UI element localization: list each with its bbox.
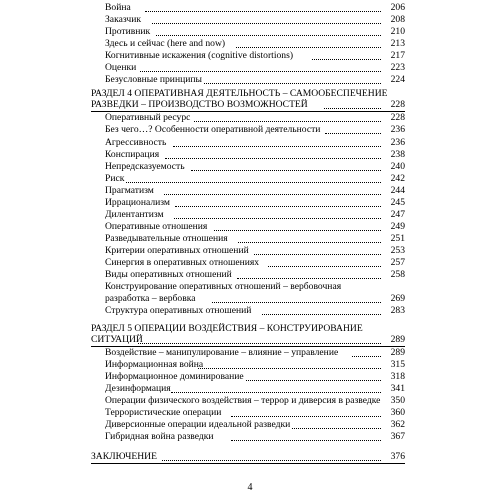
toc-entry-page: 258	[390, 269, 405, 280]
toc-entry-page: 289	[390, 334, 405, 345]
dot-leader	[140, 71, 381, 72]
toc-entry-title: Разведывательные отношения	[105, 233, 228, 244]
dot-leader	[194, 121, 381, 122]
toc-entry-page: 362	[390, 419, 405, 430]
toc-entry-page: 289	[390, 347, 405, 358]
dot-leader	[198, 368, 381, 369]
dot-leader	[212, 302, 381, 303]
toc-entry-title: Оперативные отношения	[105, 221, 208, 232]
toc-entry-page: 360	[390, 407, 405, 418]
toc-entry-title: разработка – вербовка	[105, 293, 196, 304]
toc-entry-title: Структура оперативных отношений	[105, 305, 252, 316]
toc-entry-title: Безусловные принципы	[105, 74, 202, 85]
toc-entry-title: Диверсионные операции идеальной разведки	[105, 419, 291, 430]
dot-leader	[254, 254, 381, 255]
dot-leader	[325, 133, 381, 134]
toc-entry-page: 236	[390, 124, 405, 135]
toc-entry-page: 269	[390, 293, 405, 304]
toc-entry-title: Агрессивность	[105, 137, 167, 148]
dot-leader	[246, 380, 381, 381]
toc-entry-page: 245	[390, 197, 405, 208]
toc-entry-page: 251	[390, 233, 405, 244]
section-heading: РАЗДЕЛ 4 ОПЕРАТИВНАЯ ДЕЯТЕЛЬНОСТЬ – САМООБЕСПЕЧЕНИЕ	[91, 88, 388, 99]
dot-leader	[173, 146, 381, 147]
toc-entry-page: 217	[390, 50, 405, 61]
dot-leader	[312, 59, 381, 60]
toc-entry-page: 206	[390, 2, 405, 13]
toc-entry-title: Когнитивные искажения (cognitive distortions)	[105, 50, 294, 61]
toc-entry-title: Заказчик	[105, 14, 142, 25]
toc-entry-page: 376	[390, 451, 405, 462]
toc-entry-title: Здесь и сейчас (here and now)	[105, 38, 226, 49]
dot-leader	[231, 416, 381, 417]
dot-leader	[175, 206, 381, 207]
toc-entry-title: Оперативный ресурс	[105, 112, 191, 123]
toc-entry-page: 350	[390, 395, 405, 406]
toc-entry-title: Террористические операции	[105, 407, 222, 418]
toc-entry-title: Виды оперативных отношений	[105, 269, 232, 280]
dot-leader	[204, 83, 381, 84]
toc-entry-title: Противник	[105, 26, 151, 37]
conclusion-title: ЗАКЛЮЧЕНИЕ	[91, 451, 157, 462]
dot-leader	[164, 194, 381, 195]
dot-leader	[236, 47, 381, 48]
toc-entry-title: Конструирование оперативных отношений – вербовочная	[105, 281, 342, 292]
dot-leader	[262, 314, 381, 315]
dot-leader	[237, 278, 381, 279]
toc-entry-title: Синергия в оперативных отношениях	[105, 257, 260, 268]
toc-entry-title: Непредсказуемость	[105, 161, 185, 172]
toc-entry-page: 210	[390, 26, 405, 37]
toc-entry-page: 228	[390, 112, 405, 123]
page-number: 4	[247, 482, 253, 493]
dot-leader	[156, 35, 381, 36]
dot-leader	[162, 460, 381, 461]
toc-entry-page: 315	[390, 359, 405, 370]
toc-entry-page: 224	[390, 74, 405, 85]
toc-entry-title: Гибридная война разведки	[105, 431, 214, 442]
toc-entry-title: Информационное доминирование	[105, 371, 244, 382]
dot-leader	[238, 242, 381, 243]
toc-entry-title: Без чего…? Особенности оперативной деятельности	[105, 124, 321, 135]
toc-entry-title: Критерии оперативных отношений	[105, 245, 249, 256]
toc-entry-page: 341	[390, 383, 405, 394]
section-rule	[91, 463, 405, 464]
toc-entry-page: 367	[390, 431, 405, 442]
toc-entry-title: Война	[105, 2, 131, 13]
dot-leader	[152, 23, 381, 24]
dot-leader	[231, 440, 381, 441]
toc-entry-title: Прагматизм	[105, 185, 154, 196]
toc-entry-page: 249	[390, 221, 405, 232]
toc-entry-title: Дезинформация	[105, 383, 171, 394]
section-heading: РАЗВЕДКИ – ПРОИЗВОДСТВО ВОЗМОЖНОСТЕЙ	[91, 99, 308, 110]
toc-entry-title: Оценки	[105, 62, 137, 73]
dot-leader	[268, 266, 381, 267]
dot-leader	[145, 11, 381, 12]
dot-leader	[214, 230, 381, 231]
toc-entry-page: 244	[390, 185, 405, 196]
dot-leader	[138, 343, 381, 344]
toc-entry-page: 240	[390, 161, 405, 172]
toc-entry-page: 236	[390, 137, 405, 148]
toc-entry-page: 208	[390, 14, 405, 25]
dot-leader	[165, 158, 381, 159]
dot-leader	[324, 108, 381, 109]
section-heading: РАЗДЕЛ 5 ОПЕРАЦИИ ВОЗДЕЙСТВИЯ – КОНСТРУИРОВАНИЕ	[91, 323, 363, 334]
toc-entry-page: 223	[390, 62, 405, 73]
toc-entry-page: 318	[390, 371, 405, 382]
dot-leader	[171, 392, 381, 393]
toc-entry-title: Риск	[105, 173, 125, 184]
toc-entry-page: 242	[390, 173, 405, 184]
toc-entry-title: Иррационализм	[105, 197, 170, 208]
toc-entry-title: Воздействие – манипулирование – влияние – управление	[105, 347, 339, 358]
toc-entry-title: Конспирация	[105, 149, 160, 160]
toc-entry-page: 253	[390, 245, 405, 256]
toc-entry-page: 238	[390, 149, 405, 160]
toc-entry-page: 228	[390, 99, 405, 110]
toc-entry-page: 257	[390, 257, 405, 268]
dot-leader	[292, 428, 381, 429]
dot-leader	[191, 170, 381, 171]
toc-entry-title: Информационная война	[105, 359, 204, 370]
section-heading: СИТУАЦИЙ	[91, 334, 143, 345]
toc-entry-page: 247	[390, 209, 405, 220]
toc-entry-title: Операции физического воздействия – террор и диверсия в разведке	[105, 395, 381, 406]
toc-entry-page: 283	[390, 305, 405, 316]
dot-leader	[126, 182, 381, 183]
toc-entry-page: 213	[390, 38, 405, 49]
toc-entry-title: Дилентантизм	[105, 209, 164, 220]
dot-leader	[174, 218, 381, 219]
